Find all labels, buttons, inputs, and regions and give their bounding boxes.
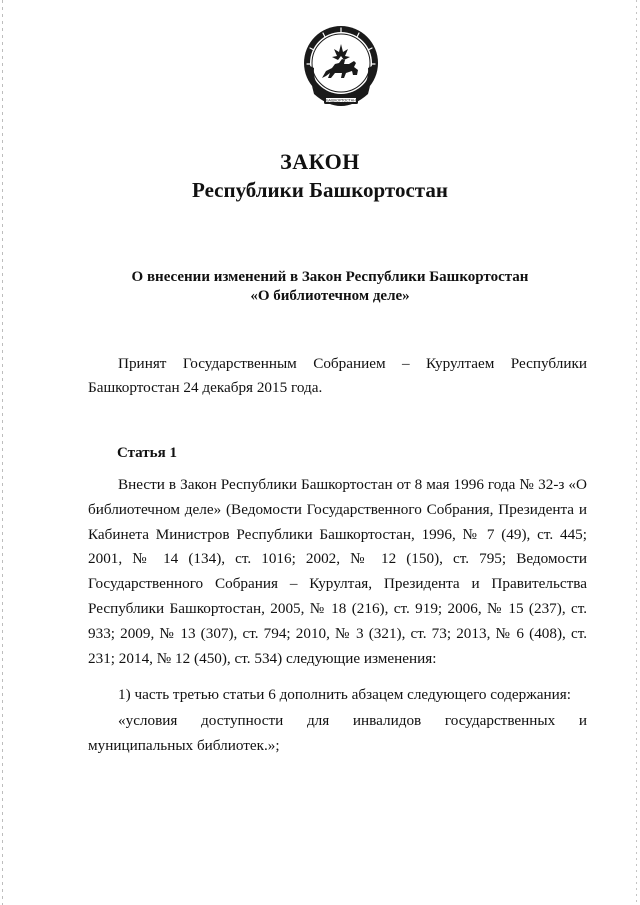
scan-edge-left [2,0,3,905]
document-region: Республики Башкортостан [192,178,448,202]
coat-of-arms-emblem [302,22,380,120]
article-paragraph: 1) часть третью статьи 6 дополнить абзацем следующего содержания: [118,686,571,703]
article-heading: Статья 1 [117,445,177,461]
article-paragraph: Внести в Закон Республики Башкортостан от 8 мая 1996 года № 32-з «О библиотечном деле» (Ведомости Государственного Собрания, Президента и Кабинета Министров Республики Башкортостан, 1996, № 7 (49), ст. 445; 2001, № 14 (134), ст. 1016; 2002, № 12 (150), ст. 795; Ведомости Государственного Собрания – Курултая, Президента и Правительства Республики Башкортостан, 2005, № 18 (216), ст. 919; 2006, № 15 (237), ст. 933; 2009, № 13 (307), ст. 794; 2010, № 3 (321), ст. 73; 2013, № 6 (408), ст. 231; 2014, № 12 (450), ст. 534) следующие изменения: [88,476,587,667]
subject-line-2: «О библиотечном деле» [250,288,410,304]
svg-text:БАШКОРТОСТАН: БАШКОРТОСТАН [326,98,356,103]
scan-edge-right [636,0,637,905]
law-subject [110,268,550,306]
article-paragraph: «условия доступности для инвалидов государственных и муниципальных библиотек.»; [88,712,587,754]
document-type: ЗАКОН [280,149,360,174]
law-title [0,148,640,204]
adoption-statement: Принят Государственным Собранием – Курултаем Республики Башкортостан 24 декабря 2015 года. [88,355,587,396]
subject-line-1: О внесении изменений в Закон Республики Башкортостан [131,269,529,285]
